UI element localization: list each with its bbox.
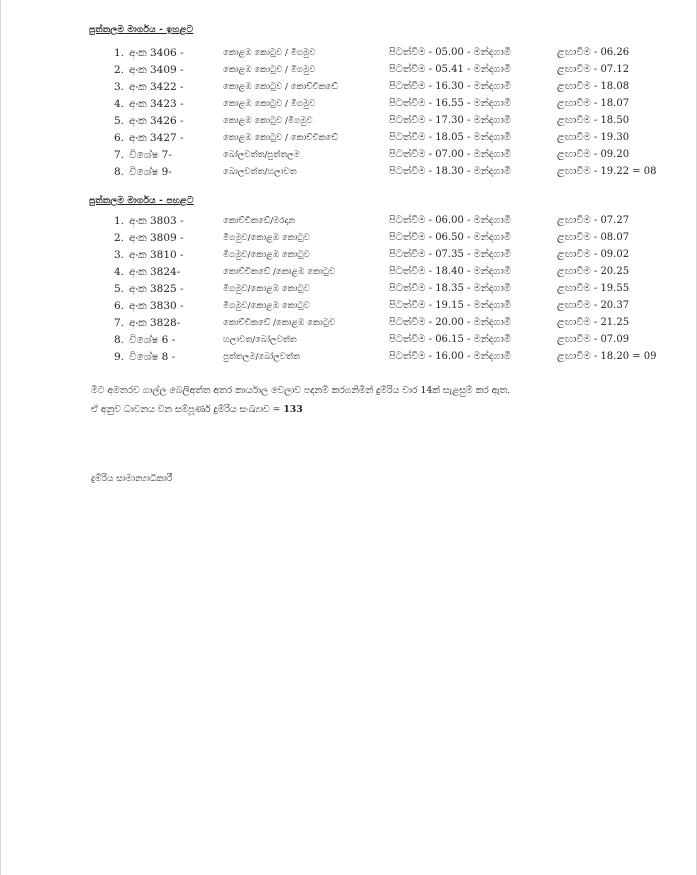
train-number: විශේෂ 9-	[129, 166, 172, 178]
departure: පිටත්වීම - 18.05 - මන්දගාමී	[389, 132, 511, 143]
train-number: අංක 3803 -	[129, 215, 184, 227]
departure: පිටත්වීම - 20.00 - මන්දගාමී	[389, 317, 511, 328]
table-row	[0, 265, 697, 279]
arrival: ළඟාවීම - 09.20	[557, 149, 630, 160]
route: හලාවත/බෝලවත්ත	[223, 335, 297, 345]
row-number: 4.	[113, 266, 124, 278]
departure: පිටත්වීම - 07.00 - මන්දගාමී	[389, 149, 511, 160]
route: කොළඹ කොටුව / මීගමුව	[223, 65, 316, 75]
row-number: 5.	[113, 283, 124, 295]
departure: පිටත්වීම - 06.50 - මන්දගාමී	[389, 232, 511, 243]
route: කොළඹ කොටුව / කොච්චිකඩේ	[223, 82, 338, 92]
departure: පිටත්වීම - 19.15 - මන්දගාමී	[389, 300, 511, 311]
train-number: අංක 3810 -	[129, 249, 184, 261]
departure: පිටත්වීම - 17.30 - මන්දගාමී	[389, 115, 511, 126]
row-number: 7.	[113, 149, 124, 161]
train-number: අංක 3809 -	[129, 232, 184, 244]
arrival: ළඟාවීම - 19.55	[557, 283, 630, 294]
train-number: අංක 3830 -	[129, 300, 184, 312]
arrival: ළඟාවීම - 06.26	[557, 47, 630, 58]
route: කොළඹ කොටුව / මීගමුව	[223, 99, 316, 109]
arrival: ළඟාවීම - 07.09	[557, 334, 630, 345]
route: මීගමුව/කොළඹ කොටුව	[223, 301, 310, 311]
arrival: ළඟාවීම - 18.07	[557, 98, 630, 109]
train-number: අංක 3828-	[129, 317, 181, 329]
route: කොච්චිකඩේ /කොළඹ කොටුව	[223, 318, 336, 328]
route: බෝලවත්ත/පුත්තලම	[223, 150, 300, 160]
row-number: 4.	[113, 98, 124, 110]
train-number: අංක 3426 -	[129, 115, 184, 127]
signature-title: දුම්රිය සාමාන්‍යාධිකාරී	[91, 474, 173, 484]
train-number: විශේෂ 6 -	[129, 334, 176, 346]
train-number: අංක 3824-	[129, 266, 181, 278]
row-number: 1.	[113, 47, 124, 59]
table-row	[0, 214, 697, 228]
departure: පිටත්වීම - 16.30 - මන්දගාමී	[389, 81, 511, 92]
table-row	[0, 231, 697, 245]
route: පුත්තලම/බෝලවත්ත	[223, 352, 300, 362]
train-number: අංක 3825 -	[129, 283, 184, 295]
departure: පිටත්වීම - 07.35 - මන්දගාමී	[389, 249, 511, 260]
row-number: 8.	[113, 334, 124, 346]
route: බොලවත්ත/හලාවත	[223, 167, 297, 177]
note-line-2	[91, 404, 303, 415]
table-row	[0, 282, 697, 296]
departure: පිටත්වීම - 18.35 - මන්දගාමී	[389, 283, 511, 294]
arrival: ළඟාවීම - 20.25	[557, 266, 630, 277]
train-number: විශේෂ 8 -	[129, 351, 176, 363]
route: මීගමුව/කොළඹ කොටුව	[223, 250, 310, 260]
arrival: ළඟාවීම - 18.20 = 09	[557, 351, 657, 362]
total-trains-count: 133	[283, 404, 303, 415]
departure: පිටත්වීම - 16.00 - මන්දගාමී	[389, 351, 511, 362]
departure: පිටත්වීම - 06.00 - මන්දගාමී	[389, 215, 511, 226]
arrival: ළඟාවීම - 19.22 = 08	[557, 166, 657, 177]
row-number: 8.	[113, 166, 124, 178]
table-row	[0, 316, 697, 330]
train-number: අංක 3409 -	[129, 64, 184, 76]
train-number: අංක 3422 -	[129, 81, 184, 93]
table-row	[0, 333, 697, 347]
row-number: 9.	[113, 351, 124, 363]
arrival: ළඟාවීම - 20.37	[557, 300, 630, 311]
row-number: 7.	[113, 317, 124, 329]
row-number: 1.	[113, 215, 124, 227]
table-row	[0, 131, 697, 145]
section-heading-up: පුත්තලම මාර්ගය - ඉහළට	[89, 25, 194, 35]
route: කොළඹ කොටුව / මීගමුව	[223, 48, 316, 58]
table-row	[0, 63, 697, 77]
table-row	[0, 350, 697, 364]
train-number: අංක 3423 -	[129, 98, 184, 110]
arrival: ළඟාවීම - 07.12	[557, 64, 630, 75]
route: කොළඹ කොටුව / කොච්චිකඩේ	[223, 133, 338, 143]
row-number: 3.	[113, 249, 124, 261]
arrival: ළඟාවීම - 07.27	[557, 215, 630, 226]
table-row	[0, 165, 697, 179]
route: කොළඹ කොටුව /මීගමුව	[223, 116, 313, 126]
row-number: 5.	[113, 115, 124, 127]
train-number: අංක 3406 -	[129, 47, 184, 59]
table-row	[0, 97, 697, 111]
arrival: ළඟාවීම - 18.50	[557, 115, 630, 126]
table-row	[0, 114, 697, 128]
arrival: ළඟාවීම - 08.07	[557, 232, 630, 243]
departure: පිටත්වීම - 18.30 - මන්දගාමී	[389, 166, 511, 177]
row-number: 3.	[113, 81, 124, 93]
train-number: විශේෂ 7-	[129, 149, 172, 161]
route: කොච්චිකඩේ /කොළඹ කොටුව	[223, 267, 336, 277]
table-row	[0, 248, 697, 262]
arrival: ළඟාවීම - 21.25	[557, 317, 630, 328]
table-row	[0, 299, 697, 313]
departure: පිටත්වීම - 16.55 - මන්දගාමී	[389, 98, 511, 109]
note-total-label: ඒ අනුව ධාවනය වන සම්පූර්ණ දුම්රිය සංඛ්‍යාව =	[91, 404, 284, 415]
arrival: ළඟාවීම - 18.08	[557, 81, 630, 92]
section-heading-down: පුත්තලම මාර්ගය - පහළට	[89, 196, 194, 206]
table-row	[0, 148, 697, 162]
departure: පිටත්වීම - 06.15 - මන්දගාමී	[389, 334, 511, 345]
row-number: 2.	[113, 64, 124, 76]
departure: පිටත්වීම - 18.40 - මන්දගාමී	[389, 266, 511, 277]
note-line-1: මීට අමතරව ගාල්ල බෙලිඅත්ත අතර කාර්යාල වෙලාව පදනම් කරගනිමින් දුම්රිය වාර 14ක් සැළසුම් කර ඇත.	[91, 385, 511, 396]
route: මීගමුව/කොළඹ කොටුව	[223, 284, 310, 294]
route: මීගමුව/කොළඹ කොටුව	[223, 233, 310, 243]
arrival: ළඟාවීම - 19.30	[557, 132, 630, 143]
table-row	[0, 46, 697, 60]
row-number: 6.	[113, 132, 124, 144]
departure: පිටත්වීම - 05.41 - මන්දගාමී	[389, 64, 511, 75]
arrival: ළඟාවීම - 09.02	[557, 249, 630, 260]
train-number: අංක 3427 -	[129, 132, 184, 144]
table-row	[0, 80, 697, 94]
route: කොච්චිකඩේ/මරදාන	[223, 216, 296, 226]
row-number: 2.	[113, 232, 124, 244]
departure: පිටත්වීම - 05.00 - මන්දගාමී	[389, 47, 511, 58]
row-number: 6.	[113, 300, 124, 312]
